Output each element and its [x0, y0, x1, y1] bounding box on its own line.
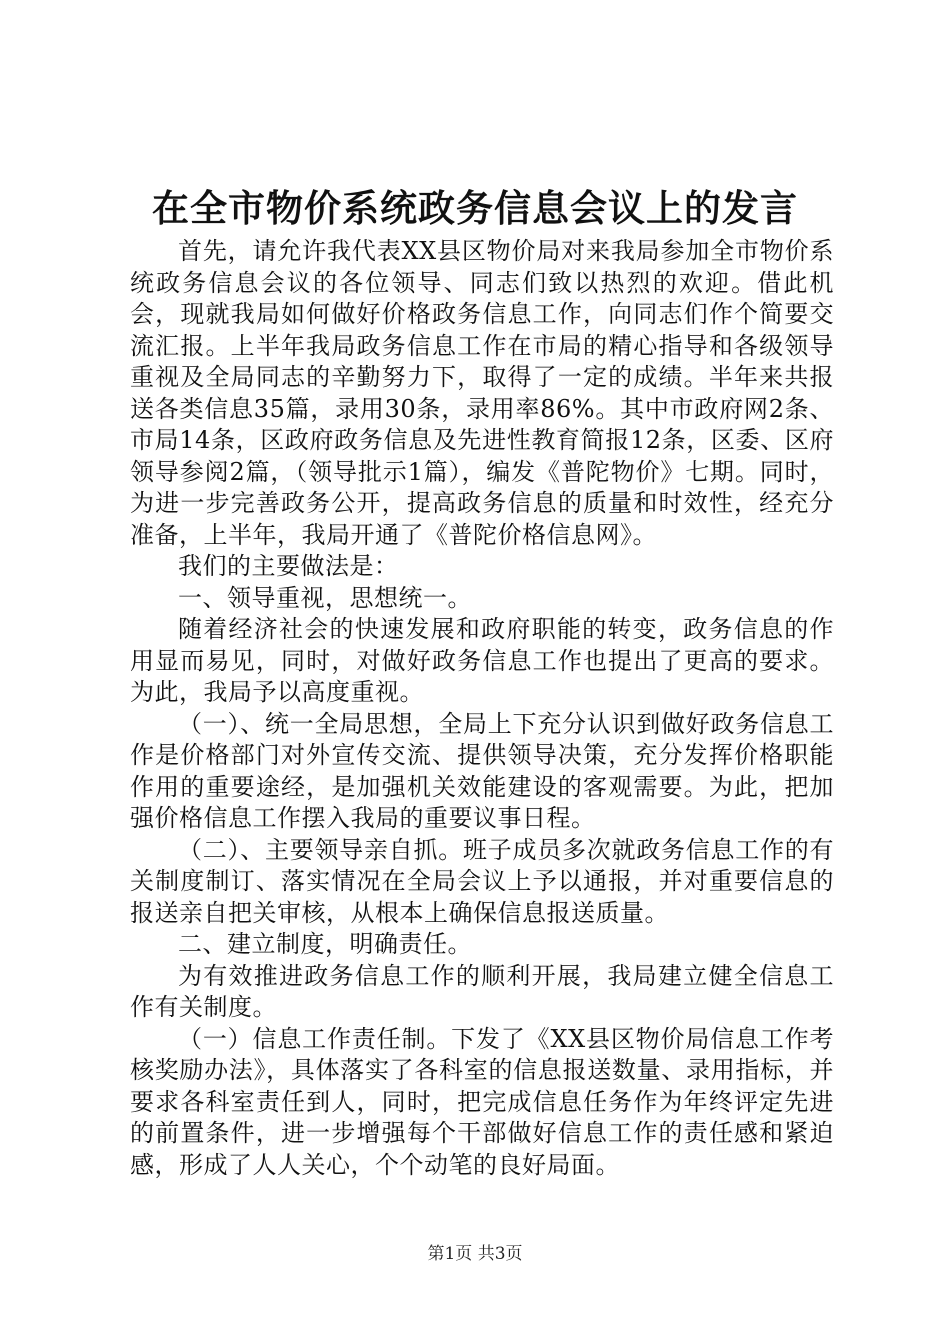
- document-title: 在全市物价系统政务信息会议上的发言: [152, 186, 798, 230]
- section-heading-1: 一、领导重视，思想统一。: [178, 583, 472, 612]
- paragraph-section-2-intro: 为有效推进政务信息工作的顺利开展，我局建立健全信息工作有关制度。: [130, 961, 834, 1021]
- paragraph-section-1-item-2: （二）、主要领导亲自抓。班子成员多次就政务信息工作的有关制度制订、落实情况在全局会议上予以通报，并对重要信息的报送亲自把关审核，从根本上确保信息报送质量。: [130, 835, 834, 927]
- page-number: 第1页 共3页: [427, 1244, 523, 1264]
- section-heading-2: 二、建立制度，明确责任。: [178, 930, 472, 958]
- paragraph-intro: 首先，请允许我代表XX县区物价局对来我局参加全市物价系统政务信息会议的各位领导、同志们致以热烈的欢迎。借此机会，现就我局如何做好价格政务信息工作，向同志们作个简要交流汇报。上半年我局政务信息工作在市局的精心指导和各级领导重视及全局同志的辛勤努力下，取得了一定的成绩。半年来共报送各类信息35篇，录用30条，录用率86%。其中市政府网2条、市局14条，区政府政务信息及先进性教育简报12条，区委、区府领导参阅2篇，（领导批示1篇），编发《普陀物价》七期。同时，为进一步完善政务公开，提高政务信息的质量和时效性，经充分准备，上半年，我局开通了《普陀价格信息网》。: [130, 237, 834, 549]
- document-body: [130, 236, 834, 1181]
- paragraph-section-1-item-1: （一）、统一全局思想，全局上下充分认识到做好政务信息工作是价格部门对外宣传交流、提供领导决策，充分发挥价格职能作用的重要途经，是加强机关效能建设的客观需要。为此，把加强价格信息工作摆入我局的重要议事日程。: [130, 709, 834, 832]
- paragraph-section-1-intro: 随着经济社会的快速发展和政府职能的转变，政务信息的作用显而易见，同时，对做好政务信息工作也提出了更高的要求。为此，我局予以高度重视。: [130, 615, 834, 706]
- paragraph-methods-lead: 我们的主要做法是：: [178, 552, 399, 580]
- paragraph-section-2-item-1: （一）信息工作责任制。下发了《XX县区物价局信息工作考核奖励办法》，具体落实了各科室的信息报送数量、录用指标，并要求各科室责任到人，同时，把完成信息任务作为年终评定先进的前置条件，进一步增强每个干部做好信息工作的责任感和紧迫感，形成了人人关心，个个动笔的良好局面。: [130, 1024, 834, 1179]
